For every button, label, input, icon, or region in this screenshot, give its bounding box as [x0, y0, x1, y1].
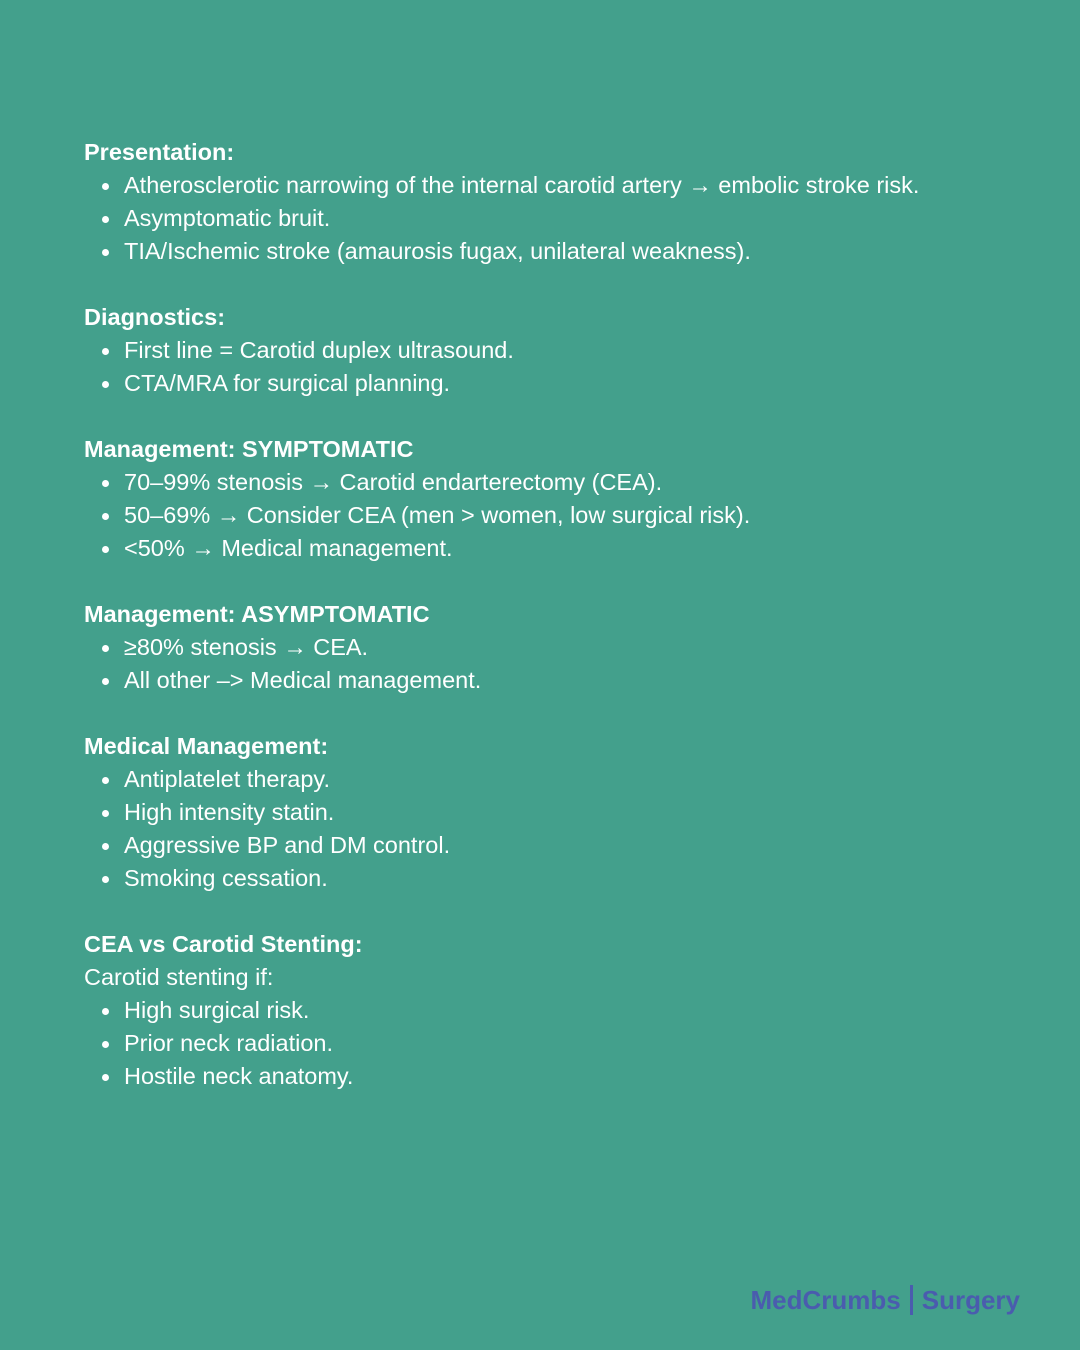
list-item: Hostile neck anatomy.	[84, 1060, 1024, 1093]
list-item: TIA/Ischemic stroke (amaurosis fugax, unilateral weakness).	[84, 235, 1024, 268]
list-item: ≥80% stenosis → CEA.	[84, 631, 1024, 664]
list-item: 70–99% stenosis → Carotid endarterectomy (CEA).	[84, 466, 1024, 499]
list-item: Atherosclerotic narrowing of the internal carotid artery → embolic stroke risk.	[84, 169, 1024, 202]
notes-content	[84, 136, 1024, 1126]
list-item: Asymptomatic bruit.	[84, 202, 1024, 235]
list-item: 50–69% → Consider CEA (men > women, low surgical risk).	[84, 499, 1024, 532]
brand-category: Surgery	[921, 1284, 1020, 1315]
list-item: Aggressive BP and DM control.	[84, 829, 1024, 862]
list-item: First line = Carotid duplex ultrasound.	[84, 334, 1024, 367]
list-item: High surgical risk.	[84, 994, 1024, 1027]
list-item: CTA/MRA for surgical planning.	[84, 367, 1024, 400]
list-item: <50% → Medical management.	[84, 532, 1024, 565]
list-item: Antiplatelet therapy.	[84, 763, 1024, 796]
section-heading: Management: SYMPTOMATIC	[84, 436, 414, 462]
list-item: High intensity statin.	[84, 796, 1024, 829]
bullet-list	[84, 763, 1024, 895]
list-item: Prior neck radiation.	[84, 1027, 1024, 1060]
section-heading: Presentation:	[84, 139, 235, 165]
section-heading: Diagnostics:	[84, 304, 226, 330]
brand-divider	[910, 1285, 913, 1315]
bullet-list	[84, 466, 1024, 565]
section-management-symptomatic	[84, 433, 1024, 565]
bullet-list	[84, 334, 1024, 400]
bullet-list	[84, 631, 1024, 697]
section-heading: CEA vs Carotid Stenting:	[84, 931, 363, 957]
brand-name: MedCrumbs	[750, 1284, 901, 1315]
section-heading: Management: ASYMPTOMATIC	[84, 601, 430, 627]
section-cea-vs-stenting	[84, 928, 1024, 1093]
section-medical-management	[84, 730, 1024, 895]
section-heading: Medical Management:	[84, 733, 329, 759]
bullet-list	[84, 994, 1024, 1093]
section-presentation	[84, 136, 1024, 268]
section-management-asymptomatic	[84, 598, 1024, 697]
brand-footer	[750, 1282, 1020, 1318]
section-intro: Carotid stenting if:	[84, 964, 274, 990]
section-diagnostics	[84, 301, 1024, 400]
list-item: All other –> Medical management.	[84, 664, 1024, 697]
list-item: Smoking cessation.	[84, 862, 1024, 895]
bullet-list	[84, 169, 1024, 268]
